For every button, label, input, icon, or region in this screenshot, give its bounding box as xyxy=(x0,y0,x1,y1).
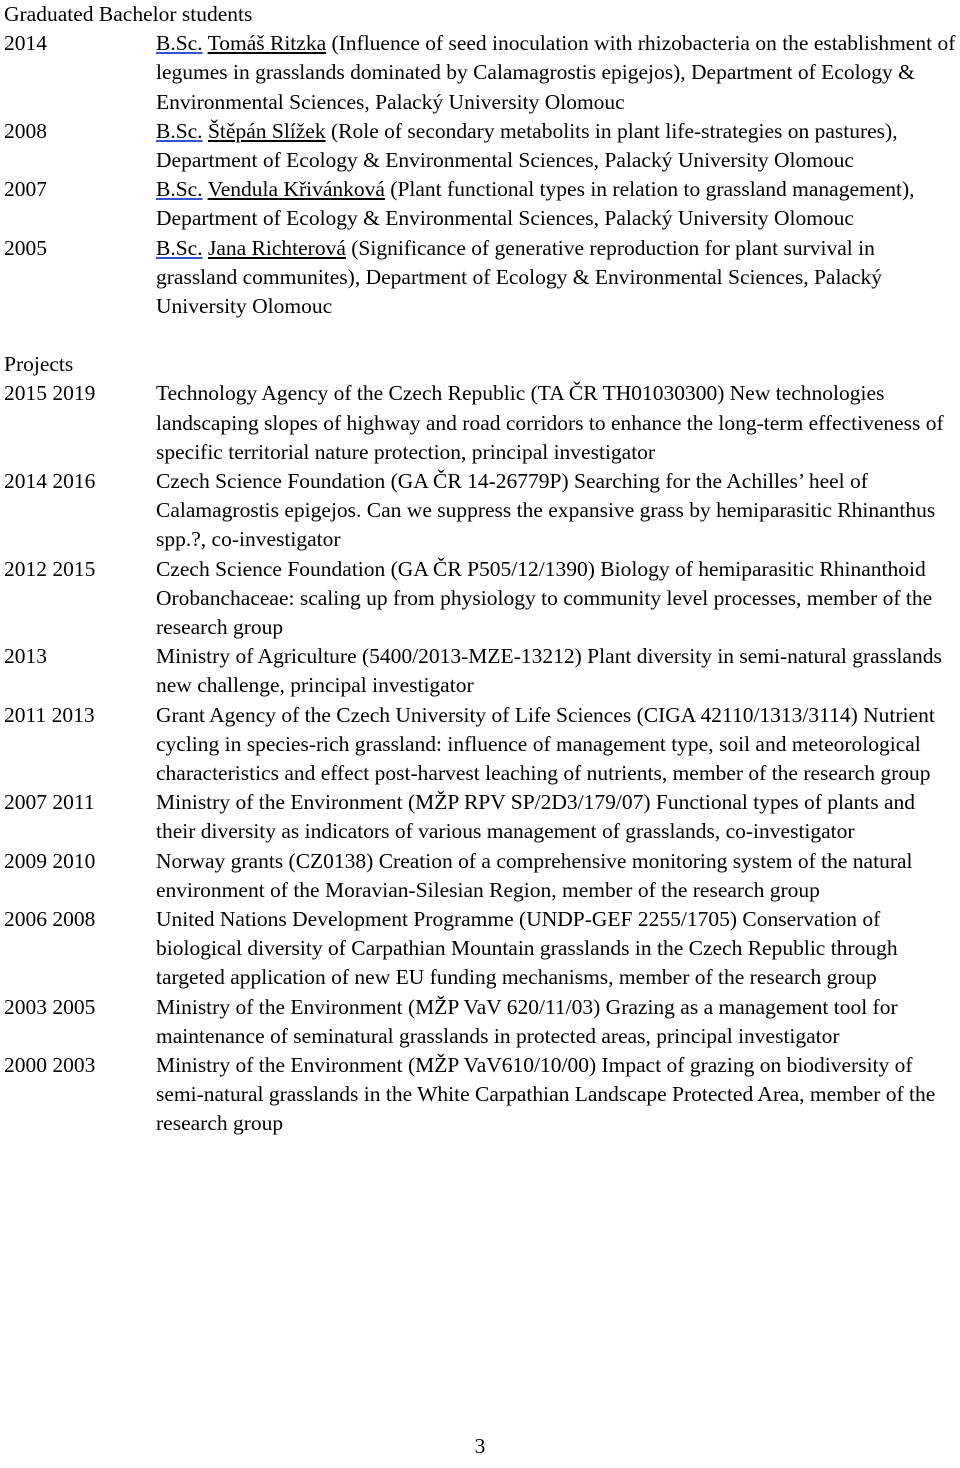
section-spacer xyxy=(4,321,956,350)
project-text: Ministry of the Environment (MŽP VaV610/10/00) Impact of grazing on biodiversity of semi-natural grasslands in the White Carpathian Landscape Protected Area, member of the research group xyxy=(156,1053,936,1136)
project-years: 2003 2005 xyxy=(4,994,96,1019)
project-years: 2014 2016 xyxy=(4,469,96,494)
student-description: (Significance of generative reproduction for plant survival in grassland communites), Department of Ecology & Environmental Sciences, Palacký University Olomouc xyxy=(156,235,883,319)
project-years: 2013 xyxy=(4,644,47,669)
student-entry xyxy=(4,117,956,175)
student-year: 2005 xyxy=(4,235,47,260)
page-number: 3 xyxy=(474,1434,486,1458)
project-text: Ministry of the Environment (MŽP VaV 620/11/03) Grazing as a management tool for maintenance of seminatural grasslands in protected areas, principal investigator xyxy=(156,994,898,1048)
project-entry xyxy=(4,642,956,700)
student-year: 2014 xyxy=(4,31,47,56)
student-entry xyxy=(4,29,956,117)
student-year: 2007 xyxy=(4,177,47,202)
project-text: Technology Agency of the Czech Republic (TA ČR TH01030300) New technologies landscaping slopes of highway and road corridors to enhance the long-term effectiveness of specific territorial nature protection, principal investigator xyxy=(156,381,944,464)
project-text: Czech Science Foundation (GA ČR P505/12/1390) Biology of hemiparasitic Rhinanthoid Orobanchaceae: scaling up from physiology to community level processes, member of the research group xyxy=(156,556,933,640)
project-text: United Nations Development Programme (UNDP-GEF 2255/1705) Conservation of biological diversity of Carpathian Mountain grasslands in the Czech Republic through targeted application of new EU funding mechanisms, member of the research group xyxy=(156,907,898,990)
student-degree: B.Sc. xyxy=(156,177,203,202)
student-text xyxy=(156,234,956,322)
project-years: 2006 2008 xyxy=(4,907,96,932)
student-name: Vendula Křivánková xyxy=(207,177,385,202)
student-entry xyxy=(4,234,956,322)
student-text xyxy=(156,29,956,117)
project-text: Ministry of the Environment (MŽP RPV SP/2D3/179/07) Functional types of plants and their diversity as indicators of various management of grasslands, co-investigator xyxy=(156,790,916,844)
project-years: 2012 2015 xyxy=(4,556,96,581)
student-text xyxy=(156,117,956,175)
project-entry xyxy=(4,788,956,846)
project-text: Czech Science Foundation (GA ČR 14-26779P) Searching for the Achilles’ heel of Calamagrostis epigejos. Can we suppress the expansive grass by hemiparasitic Rhinanthus spp.?, co-investigator xyxy=(156,469,936,552)
project-text: Grant Agency of the Czech University of Life Sciences (CIGA 42110/1313/3114) Nutrient cycling in species-rich grassland: influence of management type, soil and meteorological characteristics and effect post-harvest leaching of nutrients, member of the research group xyxy=(156,702,935,786)
project-entry xyxy=(4,555,956,643)
student-description: (Influence of seed inoculation with rhizobacteria on the establishment of legumes in grasslands dominated by Calamagrostis epigejos), Department of Ecology & Environmental Sciences, Palacký University Olomouc xyxy=(156,31,956,114)
project-years: 2011 2013 xyxy=(4,702,95,727)
project-entry xyxy=(4,379,956,467)
student-text xyxy=(156,175,956,233)
project-entry xyxy=(4,993,956,1051)
student-degree: B.Sc. xyxy=(156,31,203,56)
project-entry xyxy=(4,847,956,905)
project-years: 2000 2003 xyxy=(4,1053,96,1078)
student-degree: B.Sc. xyxy=(156,118,203,143)
student-description: (Plant functional types in relation to grassland management), Department of Ecology & Environmental Sciences, Palacký University Olomouc xyxy=(156,177,915,231)
project-entry xyxy=(4,905,956,993)
project-entry xyxy=(4,467,956,555)
document-page xyxy=(4,0,956,1139)
student-name: Štěpán Slížek xyxy=(207,118,326,143)
projects-section-title: Projects xyxy=(4,352,74,377)
project-years: 2015 2019 xyxy=(4,381,96,406)
student-degree: B.Sc. xyxy=(156,235,203,260)
student-year: 2008 xyxy=(4,118,47,143)
student-name: Tomáš Ritzka xyxy=(207,31,327,56)
student-description: (Role of secondary metabolits in plant life-strategies on pastures), Department of Ecology & Environmental Sciences, Palacký University Olomouc xyxy=(156,118,898,172)
project-years: 2009 2010 xyxy=(4,848,96,873)
student-entry xyxy=(4,175,956,233)
project-entry xyxy=(4,1051,956,1139)
project-text: Ministry of Agriculture (5400/2013-MZE-13212) Plant diversity in semi-natural grasslands new challenge, principal investigator xyxy=(156,644,942,698)
student-name: Jana Richterová xyxy=(207,235,346,260)
students-section-title: Graduated Bachelor students xyxy=(4,2,253,26)
project-text: Norway grants (CZ0138) Creation of a comprehensive monitoring system of the natural environment of the Moravian-Silesian Region, member of the research group xyxy=(156,848,913,902)
project-entry xyxy=(4,701,956,789)
project-years: 2007 2011 xyxy=(4,790,95,815)
